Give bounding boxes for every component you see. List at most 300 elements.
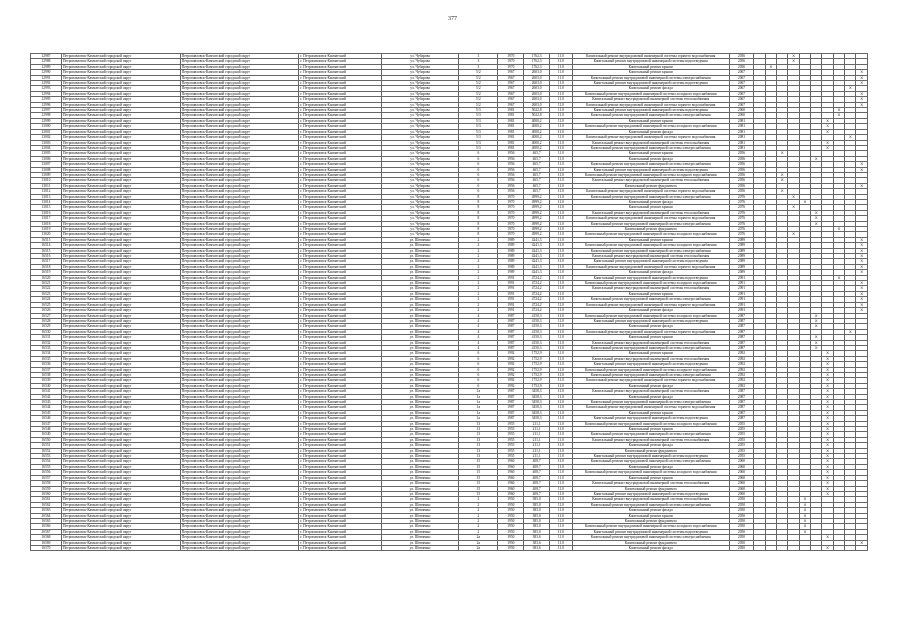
mark-cell: X [765, 64, 776, 69]
settlement-cell: г. Петропавловск-Камчатский [299, 518, 382, 523]
house-cell: 5/2 [459, 75, 498, 80]
months-cell: 11.0 [550, 129, 573, 134]
district-name-cell: Петропавловск-Камчатский городской округ [180, 275, 299, 280]
settlement-cell: г. Петропавловск-Камчатский [299, 64, 382, 69]
district-cell: Петропавловск-Камчатский городской округ [61, 491, 180, 496]
settlement-cell: г. Петропавловск-Камчатский [299, 470, 382, 475]
plan-year-cell: 2067 [729, 81, 754, 86]
mark-cell: X [822, 464, 833, 469]
district-cell: Петропавловск-Камчатский городской округ [61, 362, 180, 367]
area-cell: 1752,9 [524, 378, 550, 383]
street-cell: ул. Шевченко [381, 367, 458, 372]
plan-year-cell: 2081 [729, 140, 754, 145]
settlement-cell: г. Петропавловск-Камчатский [299, 329, 382, 334]
work-cell: Капитальный ремонт крыши [572, 151, 729, 156]
settlement-cell: г. Петропавловск-Камчатский [299, 151, 382, 156]
months-cell: 11.0 [550, 86, 573, 91]
street-cell: ул. Чубарова [381, 135, 458, 140]
district-cell: Петропавловск-Камчатский городской округ [61, 232, 180, 237]
work-cell: Капитальный ремонт внутридомовой инженерной системы водоотведения [572, 491, 729, 496]
street-cell: ул. Шевченко [381, 281, 458, 286]
district-cell: Петропавловск-Камчатский городской округ [61, 524, 180, 529]
settlement-cell: г. Петропавловск-Камчатский [299, 335, 382, 340]
mark-cell: X [822, 491, 833, 496]
months-cell: 11.0 [550, 232, 573, 237]
plan-year-cell: 2050 [729, 518, 754, 523]
street-cell: ул. Чубарова [381, 118, 458, 123]
row-id: 12989 [31, 64, 62, 69]
year-cell: 1960 [498, 481, 524, 486]
months-cell: 11.0 [550, 416, 573, 421]
district-cell: Петропавловск-Камчатский городской округ [61, 167, 180, 172]
work-cell: Капитальный ремонт крыши [572, 335, 729, 340]
district-name-cell: Петропавловск-Камчатский городской округ [180, 75, 299, 80]
house-cell: 6 [459, 351, 498, 356]
year-cell: 1992 [498, 362, 524, 367]
house-cell: 15 [459, 475, 498, 480]
work-cell: Капитальный ремонт внутридомовой инженерной системы теплоснабжения [572, 178, 729, 183]
months-cell: 11.0 [550, 194, 573, 199]
house-cell: 13 [459, 437, 498, 442]
house-cell: 4 [459, 324, 498, 329]
area-cell: 4724,2 [524, 297, 550, 302]
house-cell: 13 [459, 421, 498, 426]
months-cell: 11.0 [550, 270, 573, 275]
district-cell: Петропавловск-Камчатский городской округ [61, 540, 180, 545]
plan-year-cell: 2060 [729, 113, 754, 118]
plan-year-cell: 2091 [729, 308, 754, 313]
settlement-cell: г. Петропавловск-Камчатский [299, 145, 382, 150]
settlement-cell: г. Петропавловск-Камчатский [299, 372, 382, 377]
street-cell: ул. Шевченко [381, 518, 458, 523]
district-name-cell: Петропавловск-Камчатский городской округ [180, 205, 299, 210]
year-cell: 1970 [498, 194, 524, 199]
district-cell: Петропавловск-Камчатский городской округ [61, 448, 180, 453]
district-name-cell: Петропавловск-Камчатский городской округ [180, 237, 299, 242]
work-cell: Капитальный ремонт фасада [572, 508, 729, 513]
area-cell: 385,0 [524, 513, 550, 518]
settlement-cell: г. Петропавловск-Камчатский [299, 264, 382, 269]
months-cell: 11.0 [550, 102, 573, 107]
house-cell: 2 [459, 270, 498, 275]
year-cell: 1967 [498, 97, 524, 102]
work-cell: Капитальный ремонт внутридомовой инженерной системы холодного водоснабжения [572, 421, 729, 426]
work-cell: Капитальный ремонт внутридомовой инженерной системы теплоснабжения [572, 97, 729, 102]
year-cell: 1989 [498, 237, 524, 242]
plan-year-cell: 2092 [729, 356, 754, 361]
street-cell: ул. Чубарова [381, 145, 458, 150]
work-cell: Капитальный ремонт крыши [572, 475, 729, 480]
plan-year-cell: 2087 [729, 324, 754, 329]
work-cell: Капитальный ремонт внутридомовой инженерной системы электроснабжения [572, 162, 729, 167]
plan-year-cell: 2087 [729, 335, 754, 340]
plan-year-cell: 2092 [729, 383, 754, 388]
street-cell: ул. Чубарова [381, 91, 458, 96]
house-cell: 6 [459, 356, 498, 361]
months-cell: 11.0 [550, 167, 573, 172]
district-cell: Петропавловск-Камчатский городской округ [61, 475, 180, 480]
row-id: 16547 [31, 421, 62, 426]
row-id: 16515 [31, 248, 62, 253]
row-id: 16531 [31, 335, 62, 340]
mark-cell: X [856, 259, 868, 264]
mark-cell: X [833, 275, 844, 280]
house-cell: 4 [459, 329, 498, 334]
work-cell: Капитальный ремонт внутридомовой инженерной системы горячего водоснабжения [572, 189, 729, 194]
street-cell: ул. Чубарова [381, 227, 458, 232]
area-cell: 1752,9 [524, 356, 550, 361]
plan-year-cell: 2092 [729, 378, 754, 383]
mark-cell: X [822, 351, 833, 356]
house-cell: 2 [459, 259, 498, 264]
house-cell: 2 [459, 502, 498, 507]
months-cell: 11.0 [550, 345, 573, 350]
months-cell: 11.0 [550, 286, 573, 291]
mark-cell: X [856, 70, 868, 75]
row-id: 13007 [31, 162, 62, 167]
district-cell: Петропавловск-Камчатский городской округ [61, 108, 180, 113]
district-cell: Петропавловск-Камчатский городской округ [61, 172, 180, 177]
mark-cell: X [856, 183, 868, 188]
area-cell: 2603,0 [524, 75, 550, 80]
house-cell: 15 [459, 491, 498, 496]
district-name-cell: Петропавловск-Камчатский городской округ [180, 194, 299, 199]
row-id: 16568 [31, 535, 62, 540]
mark-cell: X [822, 437, 833, 442]
row-id: 16570 [31, 545, 62, 550]
work-cell: Капитальный ремонт внутридомовой инженерной системы горячего водоснабжения [572, 216, 729, 221]
work-cell: Капитальный ремонт внутридомовой инженерной системы горячего водоснабжения [572, 405, 729, 410]
district-name-cell: Петропавловск-Камчатский городской округ [180, 91, 299, 96]
house-cell: 3 [459, 54, 498, 59]
district-cell: Петропавловск-Камчатский городской округ [61, 156, 180, 161]
district-name-cell: Петропавловск-Камчатский городской округ [180, 481, 299, 486]
plan-year-cell: 2067 [729, 70, 754, 75]
repair-program-table [30, 53, 868, 551]
house-cell: 6 [459, 362, 498, 367]
plan-year-cell: 2056 [729, 178, 754, 183]
work-cell: Капитальный ремонт крыши [572, 64, 729, 69]
months-cell: 11.0 [550, 259, 573, 264]
work-cell: Капитальный ремонт фасада [572, 443, 729, 448]
plan-year-cell: 2092 [729, 362, 754, 367]
district-cell: Петропавловск-Камчатский городской округ [61, 437, 180, 442]
months-cell: 11.0 [550, 118, 573, 123]
settlement-cell: г. Петропавловск-Камчатский [299, 275, 382, 280]
plan-year-cell: 2092 [729, 367, 754, 372]
street-cell: ул. Шевченко [381, 243, 458, 248]
work-cell: Капитальный ремонт внутридомовой инженерной системы электроснабжения [572, 372, 729, 377]
area-cell: 1752,9 [524, 367, 550, 372]
mark-cell: X [833, 227, 844, 232]
year-cell: 1992 [498, 367, 524, 372]
row-id: 16525 [31, 302, 62, 307]
months-cell: 11.0 [550, 367, 573, 372]
district-name-cell: Петропавловск-Камчатский городской округ [180, 459, 299, 464]
house-cell: 13 [459, 454, 498, 459]
settlement-cell: г. Петропавловск-Камчатский [299, 254, 382, 259]
house-cell: 1а [459, 416, 498, 421]
street-cell: ул. Шевченко [381, 291, 458, 296]
months-cell: 11.0 [550, 432, 573, 437]
mark-cell: X [822, 400, 833, 405]
settlement-cell: г. Петропавловск-Камчатский [299, 243, 382, 248]
work-cell: Капитальный ремонт внутридомовой инженерной системы холодного водоснабжения [572, 524, 729, 529]
street-cell: ул. Чубарова [381, 216, 458, 221]
work-cell: Капитальный ремонт внутридомовой инженерной системы электроснабжения [572, 535, 729, 540]
work-cell: Капитальный ремонт крыши [572, 70, 729, 75]
year-cell: 1981 [498, 118, 524, 123]
year-cell: 1987 [498, 416, 524, 421]
row-id: 16537 [31, 367, 62, 372]
street-cell: ул. Чубарова [381, 54, 458, 59]
mark-cell: X [856, 281, 868, 286]
area-cell: 408,7 [524, 481, 550, 486]
work-cell: Капитальный ремонт крыши [572, 410, 729, 415]
street-cell: ул. Чубарова [381, 156, 458, 161]
row-id: 12992 [31, 81, 62, 86]
months-cell: 11.0 [550, 318, 573, 323]
year-cell: 1955 [498, 421, 524, 426]
district-cell: Петропавловск-Камчатский городской округ [61, 91, 180, 96]
district-cell: Петропавловск-Камчатский городской округ [61, 86, 180, 91]
year-cell: 1967 [498, 86, 524, 91]
months-cell: 11.0 [550, 216, 573, 221]
row-id: 12991 [31, 75, 62, 80]
year-cell: 1987 [498, 389, 524, 394]
row-id: 12999 [31, 118, 62, 123]
row-id: 16528 [31, 318, 62, 323]
year-cell: 1970 [498, 54, 524, 59]
plan-year-cell: 2067 [729, 91, 754, 96]
house-cell: 13 [459, 427, 498, 432]
year-cell: 1955 [498, 432, 524, 437]
district-cell: Петропавловск-Камчатский городской округ [61, 486, 180, 491]
months-cell: 11.0 [550, 362, 573, 367]
mark-cell: X [822, 394, 833, 399]
settlement-cell: г. Петропавловск-Камчатский [299, 491, 382, 496]
work-cell: Капитальный ремонт внутридомовой инженерной системы электроснабжения [572, 113, 729, 118]
street-cell: ул. Шевченко [381, 421, 458, 426]
mark-cell: X [811, 210, 822, 215]
district-cell: Петропавловск-Камчатский городской округ [61, 199, 180, 204]
months-cell: 11.0 [550, 356, 573, 361]
district-cell: Петропавловск-Камчатский городской округ [61, 270, 180, 275]
district-cell: Петропавловск-Камчатский городской округ [61, 70, 180, 75]
house-cell: 8 [459, 227, 498, 232]
mark-cell: X [811, 324, 822, 329]
settlement-cell: г. Петропавловск-Камчатский [299, 237, 382, 242]
area-cell: 211,1 [524, 432, 550, 437]
house-cell: 5/2 [459, 70, 498, 75]
district-name-cell: Петропавловск-Камчатский городской округ [180, 372, 299, 377]
months-cell: 11.0 [550, 254, 573, 259]
row-id: 13000 [31, 124, 62, 129]
district-cell: Петропавловск-Камчатский городской округ [61, 318, 180, 323]
street-cell: ул. Шевченко [381, 491, 458, 496]
row-id: 16540 [31, 383, 62, 388]
year-cell: 1970 [498, 216, 524, 221]
plan-year-cell: 2056 [729, 156, 754, 161]
district-name-cell: Петропавловск-Камчатский городской округ [180, 367, 299, 372]
months-cell: 11.0 [550, 237, 573, 242]
street-cell: ул. Чубарова [381, 140, 458, 145]
settlement-cell: г. Петропавловск-Камчатский [299, 448, 382, 453]
district-name-cell: Петропавловск-Камчатский городской округ [180, 254, 299, 259]
months-cell: 11.0 [550, 372, 573, 377]
street-cell: ул. Шевченко [381, 448, 458, 453]
district-name-cell: Петропавловск-Камчатский городской округ [180, 113, 299, 118]
work-cell: Капитальный ремонт фасада [572, 308, 729, 313]
mark-cell: X [788, 232, 799, 237]
months-cell: 11.0 [550, 221, 573, 226]
area-cell: 4150,3 [524, 340, 550, 345]
row-id: 13009 [31, 172, 62, 177]
year-cell: 1989 [498, 243, 524, 248]
area-cell: 4150,3 [524, 313, 550, 318]
district-name-cell: Петропавловск-Камчатский городской округ [180, 497, 299, 502]
year-cell: 1960 [498, 475, 524, 480]
area-cell: 3458,3 [524, 405, 550, 410]
months-cell: 11.0 [550, 497, 573, 502]
work-cell: Капитальный ремонт фасада [572, 545, 729, 550]
work-cell: Капитальный ремонт внутридомовой инженерной системы электроснабжения [572, 297, 729, 302]
house-cell: 2 [459, 513, 498, 518]
months-cell: 11.0 [550, 340, 573, 345]
months-cell: 11.0 [550, 124, 573, 129]
district-name-cell: Петропавловск-Камчатский городской округ [180, 383, 299, 388]
mark-cell: X [822, 367, 833, 372]
district-cell: Петропавловск-Камчатский городской округ [61, 372, 180, 377]
mark-cell: X [822, 389, 833, 394]
mark-cell: X [822, 129, 833, 134]
district-name-cell: Петропавловск-Камчатский городской округ [180, 470, 299, 475]
street-cell: ул. Чубарова [381, 151, 458, 156]
area-cell: 4241,3 [524, 254, 550, 259]
plan-year-cell: 2089 [729, 237, 754, 242]
district-cell: Петропавловск-Камчатский городской округ [61, 248, 180, 253]
months-cell: 11.0 [550, 81, 573, 86]
area-cell: 1752,9 [524, 383, 550, 388]
settlement-cell: г. Петропавловск-Камчатский [299, 378, 382, 383]
area-cell: 4999,2 [524, 210, 550, 215]
street-cell: ул. Шевченко [381, 459, 458, 464]
year-cell: 1987 [498, 394, 524, 399]
months-cell: 11.0 [550, 183, 573, 188]
street-cell: ул. Шевченко [381, 470, 458, 475]
plan-year-cell: 2056 [729, 59, 754, 64]
plan-year-cell: 2087 [729, 416, 754, 421]
work-cell: Капитальный ремонт внутридомовой инженерной системы электроснабжения [572, 502, 729, 507]
street-cell: ул. Шевченко [381, 529, 458, 534]
house-cell: 2а [459, 535, 498, 540]
year-cell: 1987 [498, 340, 524, 345]
plan-year-cell: 2056 [729, 183, 754, 188]
plan-year-cell: 2091 [729, 275, 754, 280]
mark-cell: X [856, 302, 868, 307]
year-cell: 1955 [498, 443, 524, 448]
house-cell: 8 [459, 216, 498, 221]
row-id: 16563 [31, 508, 62, 513]
mark-cell: X [856, 162, 868, 167]
months-cell: 11.0 [550, 508, 573, 513]
area-cell: 4724,2 [524, 302, 550, 307]
work-cell: Капитальный ремонт внутридомовой инженерной системы холодного водоснабжения [572, 124, 729, 129]
area-cell: 385,0 [524, 502, 550, 507]
row-id: 16546 [31, 416, 62, 421]
district-cell: Петропавловск-Камчатский городской округ [61, 113, 180, 118]
settlement-cell: г. Петропавловск-Камчатский [299, 340, 382, 345]
months-cell: 11.0 [550, 535, 573, 540]
house-cell: 6 [459, 178, 498, 183]
district-name-cell: Петропавловск-Камчатский городской округ [180, 129, 299, 134]
row-id: 16552 [31, 448, 62, 453]
area-cell: 4241,3 [524, 259, 550, 264]
district-name-cell: Петропавловск-Камчатский городской округ [180, 189, 299, 194]
house-cell: 6 [459, 367, 498, 372]
row-id: 16565 [31, 518, 62, 523]
months-cell: 11.0 [550, 394, 573, 399]
street-cell: ул. Чубарова [381, 167, 458, 172]
settlement-cell: г. Петропавловск-Камчатский [299, 405, 382, 410]
house-cell: 8 [459, 221, 498, 226]
row-id: 13015 [31, 205, 62, 210]
area-cell: 4724,2 [524, 275, 550, 280]
work-cell: Капитальный ремонт фасада [572, 86, 729, 91]
row-id: 16536 [31, 362, 62, 367]
work-cell: Капитальный ремонт внутридомовой инженерной системы теплоснабжения [572, 497, 729, 502]
settlement-cell: г. Петропавловск-Камчатский [299, 383, 382, 388]
street-cell: ул. Шевченко [381, 454, 458, 459]
row-id: 16522 [31, 286, 62, 291]
area-cell: 4241,3 [524, 237, 550, 242]
area-cell: 2603,0 [524, 70, 550, 75]
district-cell: Петропавловск-Камчатский городской округ [61, 183, 180, 188]
row-id: 13002 [31, 135, 62, 140]
months-cell: 11.0 [550, 302, 573, 307]
area-cell: 408,7 [524, 470, 550, 475]
row-id: 16549 [31, 432, 62, 437]
row-id: 12998 [31, 113, 62, 118]
plan-year-cell: 2050 [729, 524, 754, 529]
area-cell: 3458,3 [524, 410, 550, 415]
plan-year-cell: 2050 [729, 513, 754, 518]
work-cell: Капитальный ремонт внутридомовой инженерной системы водоотведения [572, 362, 729, 367]
mark-cell: X [788, 194, 799, 199]
months-cell: 11.0 [550, 529, 573, 534]
district-name-cell: Петропавловск-Камчатский городской округ [180, 313, 299, 318]
row-id: 16521 [31, 281, 62, 286]
area-cell: 3458,3 [524, 394, 550, 399]
row-id: 16557 [31, 475, 62, 480]
district-name-cell: Петропавловск-Камчатский городской округ [180, 410, 299, 415]
plan-year-cell: 2089 [729, 254, 754, 259]
months-cell: 11.0 [550, 91, 573, 96]
area-cell: 211,1 [524, 454, 550, 459]
district-name-cell: Петропавловск-Камчатский городской округ [180, 508, 299, 513]
work-cell: Капитальный ремонт фундамента [572, 227, 729, 232]
year-cell: 1950 [498, 497, 524, 502]
district-cell: Петропавловск-Камчатский городской округ [61, 351, 180, 356]
house-cell: 5/3 [459, 113, 498, 118]
year-cell: 1956 [498, 172, 524, 177]
empty-mark-cell [833, 545, 844, 550]
area-cell: 4000,2 [524, 135, 550, 140]
work-cell: Капитальный ремонт фундамента [572, 183, 729, 188]
plan-year-cell: 2056 [729, 54, 754, 59]
house-cell: 5/3 [459, 140, 498, 145]
house-cell: 5/3 [459, 145, 498, 150]
